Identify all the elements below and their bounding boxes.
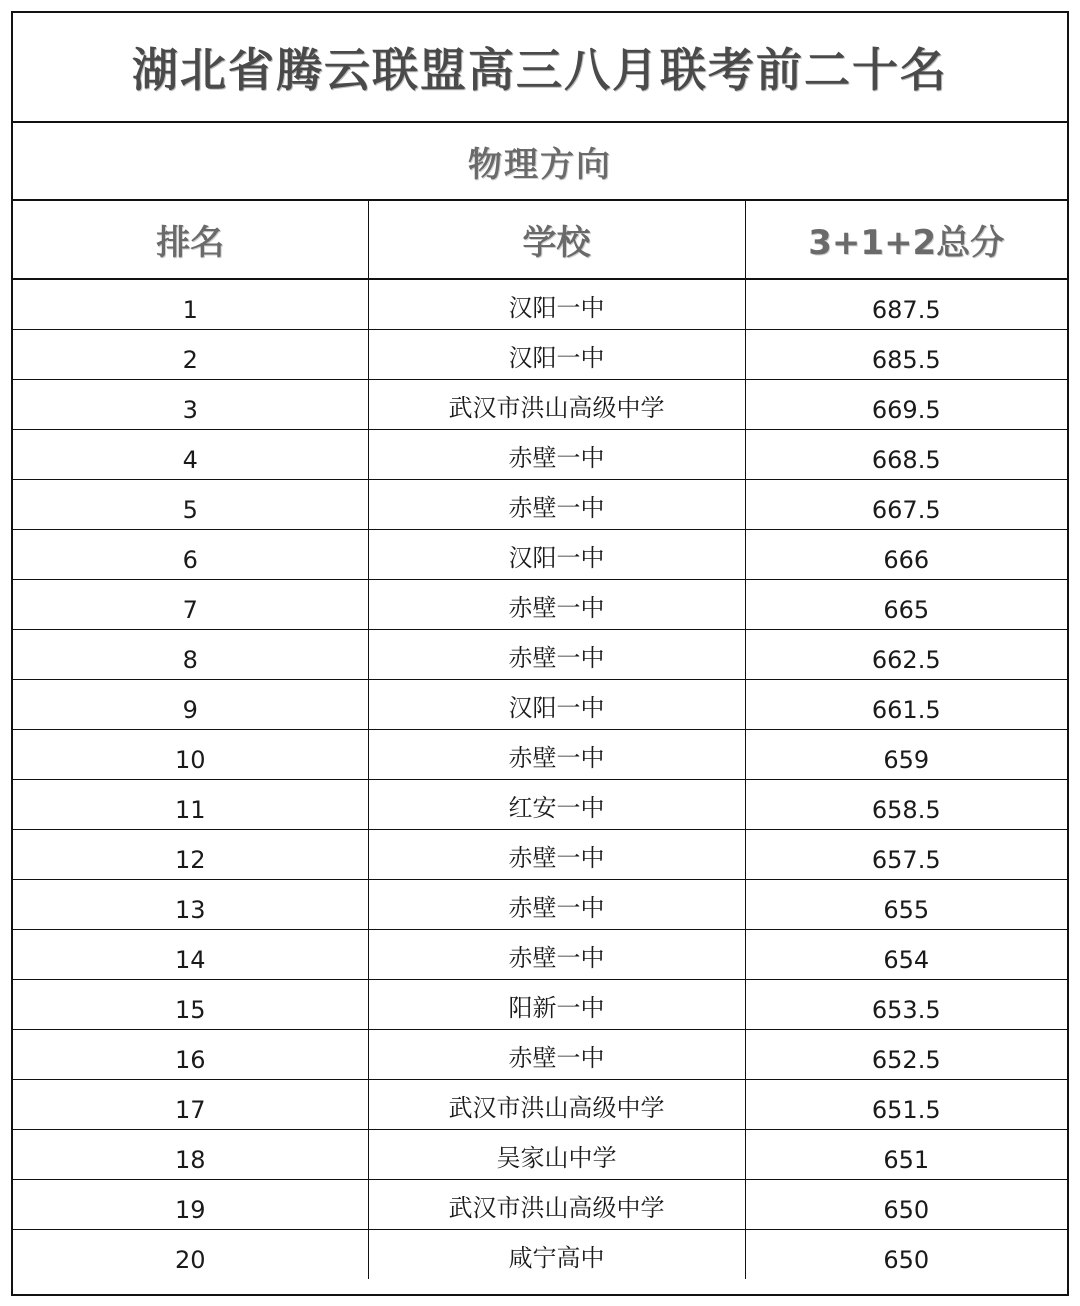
school-cell-text: 赤壁一中 [508, 743, 605, 772]
rank-cell [13, 829, 368, 879]
rank-cell [13, 1229, 368, 1279]
title-row [13, 13, 1067, 123]
score-cell [745, 379, 1067, 429]
score-cell-text: 658.5 [871, 796, 941, 824]
school-cell [368, 1029, 745, 1079]
rank-cell [13, 529, 368, 579]
school-cell-text: 赤壁一中 [508, 443, 605, 472]
score-cell-text: 654 [883, 946, 930, 974]
rank-cell [13, 679, 368, 729]
score-cell-text: 657.5 [871, 846, 941, 874]
rank-cell-text: 17 [174, 1096, 206, 1124]
school-cell-text: 汉阳一中 [508, 543, 605, 572]
score-cell [745, 929, 1067, 979]
school-cell-text: 武汉市洪山高级中学 [448, 1093, 665, 1122]
score-cell-text: 668.5 [871, 446, 941, 474]
school-cell [368, 529, 745, 579]
school-cell-text: 汉阳一中 [508, 343, 605, 372]
table-row [13, 429, 1067, 479]
score-cell [745, 1179, 1067, 1229]
school-cell [368, 979, 745, 1029]
school-cell [368, 629, 745, 679]
table-row [13, 679, 1067, 729]
rank-cell-text: 1 [182, 296, 198, 325]
school-cell [368, 929, 745, 979]
table-row [13, 479, 1067, 529]
rank-cell [13, 479, 368, 529]
score-cell-text: 685.5 [871, 346, 941, 374]
school-cell-text: 赤壁一中 [508, 843, 605, 872]
table-header-row [13, 201, 1067, 279]
rank-cell-text: 5 [182, 496, 198, 524]
rank-cell [13, 1029, 368, 1079]
school-cell [368, 779, 745, 829]
table-row [13, 1079, 1067, 1129]
table-row [13, 1179, 1067, 1229]
score-cell-text: 659 [883, 746, 930, 774]
score-cell [745, 529, 1067, 579]
score-cell [745, 679, 1067, 729]
score-cell-text: 687.5 [871, 296, 941, 325]
school-cell [368, 279, 745, 329]
score-cell-text: 666 [883, 546, 930, 574]
rank-cell-text: 11 [174, 796, 206, 824]
ranking-table-frame [11, 11, 1069, 1296]
rank-cell-text: 7 [182, 596, 198, 624]
score-cell [745, 729, 1067, 779]
table-row [13, 779, 1067, 829]
rank-cell [13, 1179, 368, 1229]
school-cell [368, 479, 745, 529]
score-cell [745, 979, 1067, 1029]
rank-cell-text: 16 [174, 1046, 206, 1074]
rank-cell [13, 279, 368, 329]
rank-cell [13, 879, 368, 929]
rank-cell [13, 779, 368, 829]
score-cell-text: 669.5 [871, 396, 941, 424]
score-cell [745, 579, 1067, 629]
score-cell [745, 1029, 1067, 1079]
table-row [13, 1029, 1067, 1079]
table-row [13, 279, 1067, 329]
score-cell [745, 829, 1067, 879]
score-cell [745, 629, 1067, 679]
table-row [13, 829, 1067, 879]
school-cell [368, 1129, 745, 1179]
rank-cell-text: 10 [174, 746, 206, 774]
ranking-table [13, 201, 1067, 1279]
page-title: 湖北省腾云联盟高三八月联考前二十名 [132, 43, 948, 97]
school-cell-text: 赤壁一中 [508, 493, 605, 522]
score-cell-text: 665 [883, 596, 930, 624]
rank-cell [13, 429, 368, 479]
rank-cell-text: 20 [174, 1246, 206, 1275]
score-cell [745, 1229, 1067, 1279]
school-cell-text: 咸宁高中 [508, 1243, 605, 1272]
score-cell-text: 667.5 [871, 496, 941, 524]
school-cell [368, 329, 745, 379]
rank-cell-text: 3 [182, 396, 198, 424]
table-row [13, 1129, 1067, 1179]
page-subtitle: 物理方向 [468, 144, 612, 185]
rank-cell [13, 329, 368, 379]
rank-cell [13, 379, 368, 429]
school-cell-text: 武汉市洪山高级中学 [448, 393, 665, 422]
table-row [13, 379, 1067, 429]
school-cell [368, 1229, 745, 1279]
table-row [13, 979, 1067, 1029]
table-row [13, 1229, 1067, 1279]
rank-cell [13, 1129, 368, 1179]
rank-cell-text: 2 [182, 346, 198, 374]
table-body [13, 279, 1067, 1279]
score-cell [745, 879, 1067, 929]
school-cell-text: 汉阳一中 [508, 693, 605, 722]
rank-cell-text: 13 [174, 896, 206, 924]
school-cell [368, 1179, 745, 1229]
school-cell-text: 汉阳一中 [508, 293, 605, 322]
rank-cell [13, 1079, 368, 1129]
school-cell-text: 赤壁一中 [508, 893, 605, 922]
score-cell-text: 662.5 [871, 646, 941, 674]
score-cell-text: 650 [883, 1196, 930, 1224]
score-cell-text: 650 [883, 1246, 930, 1275]
school-cell-text: 赤壁一中 [508, 1043, 605, 1072]
rank-cell-text: 4 [182, 446, 198, 474]
school-cell-text: 赤壁一中 [508, 643, 605, 672]
school-cell-text: 赤壁一中 [508, 943, 605, 972]
school-cell [368, 579, 745, 629]
school-cell-text: 阳新一中 [508, 993, 605, 1022]
score-cell-text: 651 [883, 1146, 930, 1174]
table-row [13, 579, 1067, 629]
table-row [13, 879, 1067, 929]
score-cell-text: 655 [883, 896, 930, 924]
table-row [13, 629, 1067, 679]
rank-cell [13, 629, 368, 679]
school-cell [368, 379, 745, 429]
rank-cell [13, 929, 368, 979]
rank-cell-text: 9 [182, 696, 198, 724]
rank-cell [13, 979, 368, 1029]
header-score: 3+1+2总分 [745, 201, 1067, 279]
score-cell-text: 653.5 [871, 996, 941, 1024]
rank-cell [13, 579, 368, 629]
school-cell [368, 1079, 745, 1129]
rank-cell [13, 729, 368, 779]
score-cell [745, 779, 1067, 829]
school-cell-text: 赤壁一中 [508, 593, 605, 622]
table-row [13, 729, 1067, 779]
school-cell [368, 829, 745, 879]
rank-cell-text: 6 [182, 546, 198, 574]
school-cell [368, 429, 745, 479]
score-cell [745, 1079, 1067, 1129]
subtitle-row [13, 123, 1067, 201]
header-school: 学校 [368, 201, 745, 279]
rank-cell-text: 14 [174, 946, 206, 974]
rank-cell-text: 19 [174, 1196, 206, 1224]
score-cell [745, 1129, 1067, 1179]
table-row [13, 329, 1067, 379]
rank-cell-text: 15 [174, 996, 206, 1024]
header-rank: 排名 [13, 201, 368, 279]
rank-cell-text: 12 [174, 846, 206, 874]
school-cell-text: 吴家山中学 [496, 1143, 617, 1172]
table-row [13, 929, 1067, 979]
score-cell-text: 652.5 [871, 1046, 941, 1074]
score-cell [745, 479, 1067, 529]
school-cell-text: 红安一中 [508, 793, 605, 822]
score-cell [745, 429, 1067, 479]
school-cell [368, 879, 745, 929]
school-cell [368, 729, 745, 779]
table-row [13, 529, 1067, 579]
score-cell-text: 661.5 [871, 696, 941, 724]
score-cell [745, 279, 1067, 329]
school-cell [368, 679, 745, 729]
school-cell-text: 武汉市洪山高级中学 [448, 1193, 665, 1222]
score-cell-text: 651.5 [871, 1096, 941, 1124]
score-cell [745, 329, 1067, 379]
rank-cell-text: 8 [182, 646, 198, 674]
rank-cell-text: 18 [174, 1146, 206, 1174]
